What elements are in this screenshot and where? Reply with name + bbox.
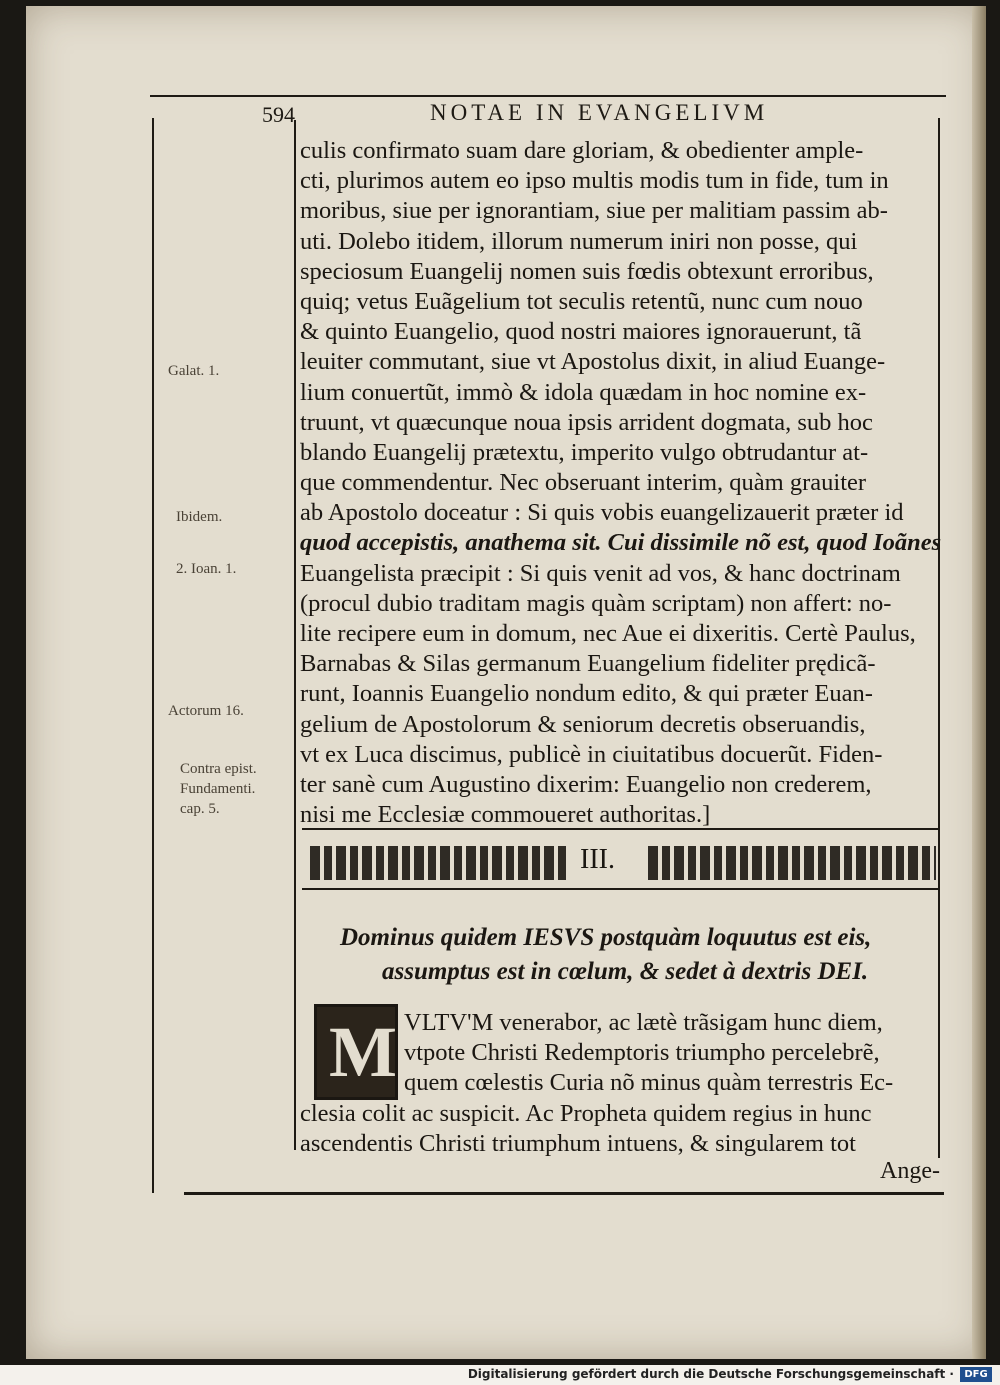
text-line: speciosum Euangelij nomen suis fœdis obtexunt erroribus, — [300, 257, 874, 285]
ornament-left — [310, 846, 566, 880]
margin-note: Fundamenti. — [180, 781, 256, 797]
margin-divider-rule — [294, 120, 296, 1150]
text-line: & quinto Euangelio, quod nostri maiores ignorauerunt, tã — [300, 318, 862, 346]
section-number: III. — [580, 844, 615, 875]
text-line: blando Euangelij prætextu, imperito vulgo obtrudantur at- — [300, 438, 869, 466]
text-line: clesia colit ac suspicit. Ac Propheta quidem regius in hunc — [300, 1099, 872, 1127]
drop-cap-letter: M — [329, 1012, 397, 1092]
text-line: truunt, vt quæcunque noua ipsis arrident dogmata, sub hoc — [300, 408, 873, 436]
bottom-rule — [184, 1192, 944, 1195]
funding-credit: Digitalisierung gefördert durch die Deutsche Forschungsgemeinschaft · — [467, 1367, 954, 1381]
text-line: VLTV'M venerabor, ac lætè trãsigam hunc diem, — [404, 1009, 883, 1036]
margin-note: cap. 5. — [180, 801, 220, 817]
text-line: uti. Dolebo itidem, illorum numerum iniri non posse, qui — [300, 227, 858, 255]
text-line: ascendentis Christi triumphum intuens, & singularem tot — [300, 1129, 856, 1157]
text-line: Barnabas & Silas germanum Euangelium fideliter prędicã- — [300, 650, 876, 678]
text-line: runt, Ioannis Euangelio nondum edito, & qui præter Euan- — [300, 680, 873, 708]
text-line: gelium de Apostolorum & seniorum decretis obseruandis, — [300, 710, 866, 738]
text-line: que commendentur. Nec obseruant interim, quàm grauiter — [300, 469, 867, 497]
text-line: vt ex Luca discimus, publicè in ciuitatibus docuerũt. Fiden- — [300, 740, 883, 768]
text-line: leuiter commutant, siue vt Apostolus dixit, in aliud Euange- — [300, 348, 886, 376]
running-title: NOTAE IN EVANGELIVM — [430, 100, 769, 125]
section-ornament-band — [306, 840, 940, 886]
dfg-logo[interactable]: DFG — [960, 1367, 992, 1382]
text-line: (procul dubio traditam magis quàm scriptam) non affert: no- — [300, 589, 892, 617]
text-line: vtpote Christi Redemptoris triumpho percelebrẽ, — [404, 1039, 880, 1067]
closing-text-block — [300, 1008, 940, 1159]
catchword: Ange- — [880, 1158, 940, 1184]
text-line: quod accepistis, anathema sit. Cui dissimile nõ est, quod Ioãnes — [300, 529, 942, 557]
margin-note: Galat. 1. — [168, 363, 220, 379]
margin-note: Contra epist. — [180, 761, 257, 777]
text-line: cti, plurimos autem eo ipso multis modis tum in fide, tum in — [300, 167, 889, 195]
page-number: 594 — [262, 102, 295, 127]
text-line: moribus, siue per ignorantiam, siue per malitiam passim ab- — [300, 197, 888, 225]
text-line: nisi me Ecclesiæ commoueret authoritas.] — [300, 801, 711, 829]
body-divider-rule-2 — [302, 888, 938, 890]
main-text-block — [300, 136, 940, 830]
footer-bar — [0, 1365, 1000, 1385]
margin-note: Actorum 16. — [168, 703, 244, 719]
chapter-heading-line: assumptus est in cœlum, & sedet à dextris DEI. — [382, 958, 869, 985]
text-line: quiq; vetus Euãgelium tot seculis retentũ, nunc cum nouo — [300, 287, 863, 315]
margin-note: Ibidem. — [176, 509, 223, 525]
text-line: culis confirmato suam dare gloriam, & obedienter ample- — [300, 137, 864, 164]
text-line: Euangelista præcipit : Si quis venit ad vos, & hanc doctrinam — [300, 559, 901, 587]
chapter-heading-line: Dominus quidem IESVS postquàm loquutus est eis, — [340, 924, 872, 951]
text-line: ter sanè cum Augustino dixerim: Euangelio non crederem, — [300, 770, 872, 798]
page-edge — [972, 6, 986, 1359]
margin-note: 2. Ioan. 1. — [176, 561, 237, 577]
top-rule — [150, 95, 946, 97]
ornament-right — [648, 846, 936, 880]
text-line: lium conuertũt, immò & idola quædam in hoc nomine ex- — [300, 378, 867, 406]
text-line: ab Apostolo doceatur : Si quis vobis euangelizauerit præter id — [300, 499, 904, 527]
left-rule — [152, 118, 154, 1193]
text-line: quem cœlestis Curia nõ minus quàm terrestris Ec- — [404, 1069, 894, 1097]
text-line: lite recipere eum in domum, nec Aue ei dixeritis. Certè Paulus, — [300, 620, 916, 647]
